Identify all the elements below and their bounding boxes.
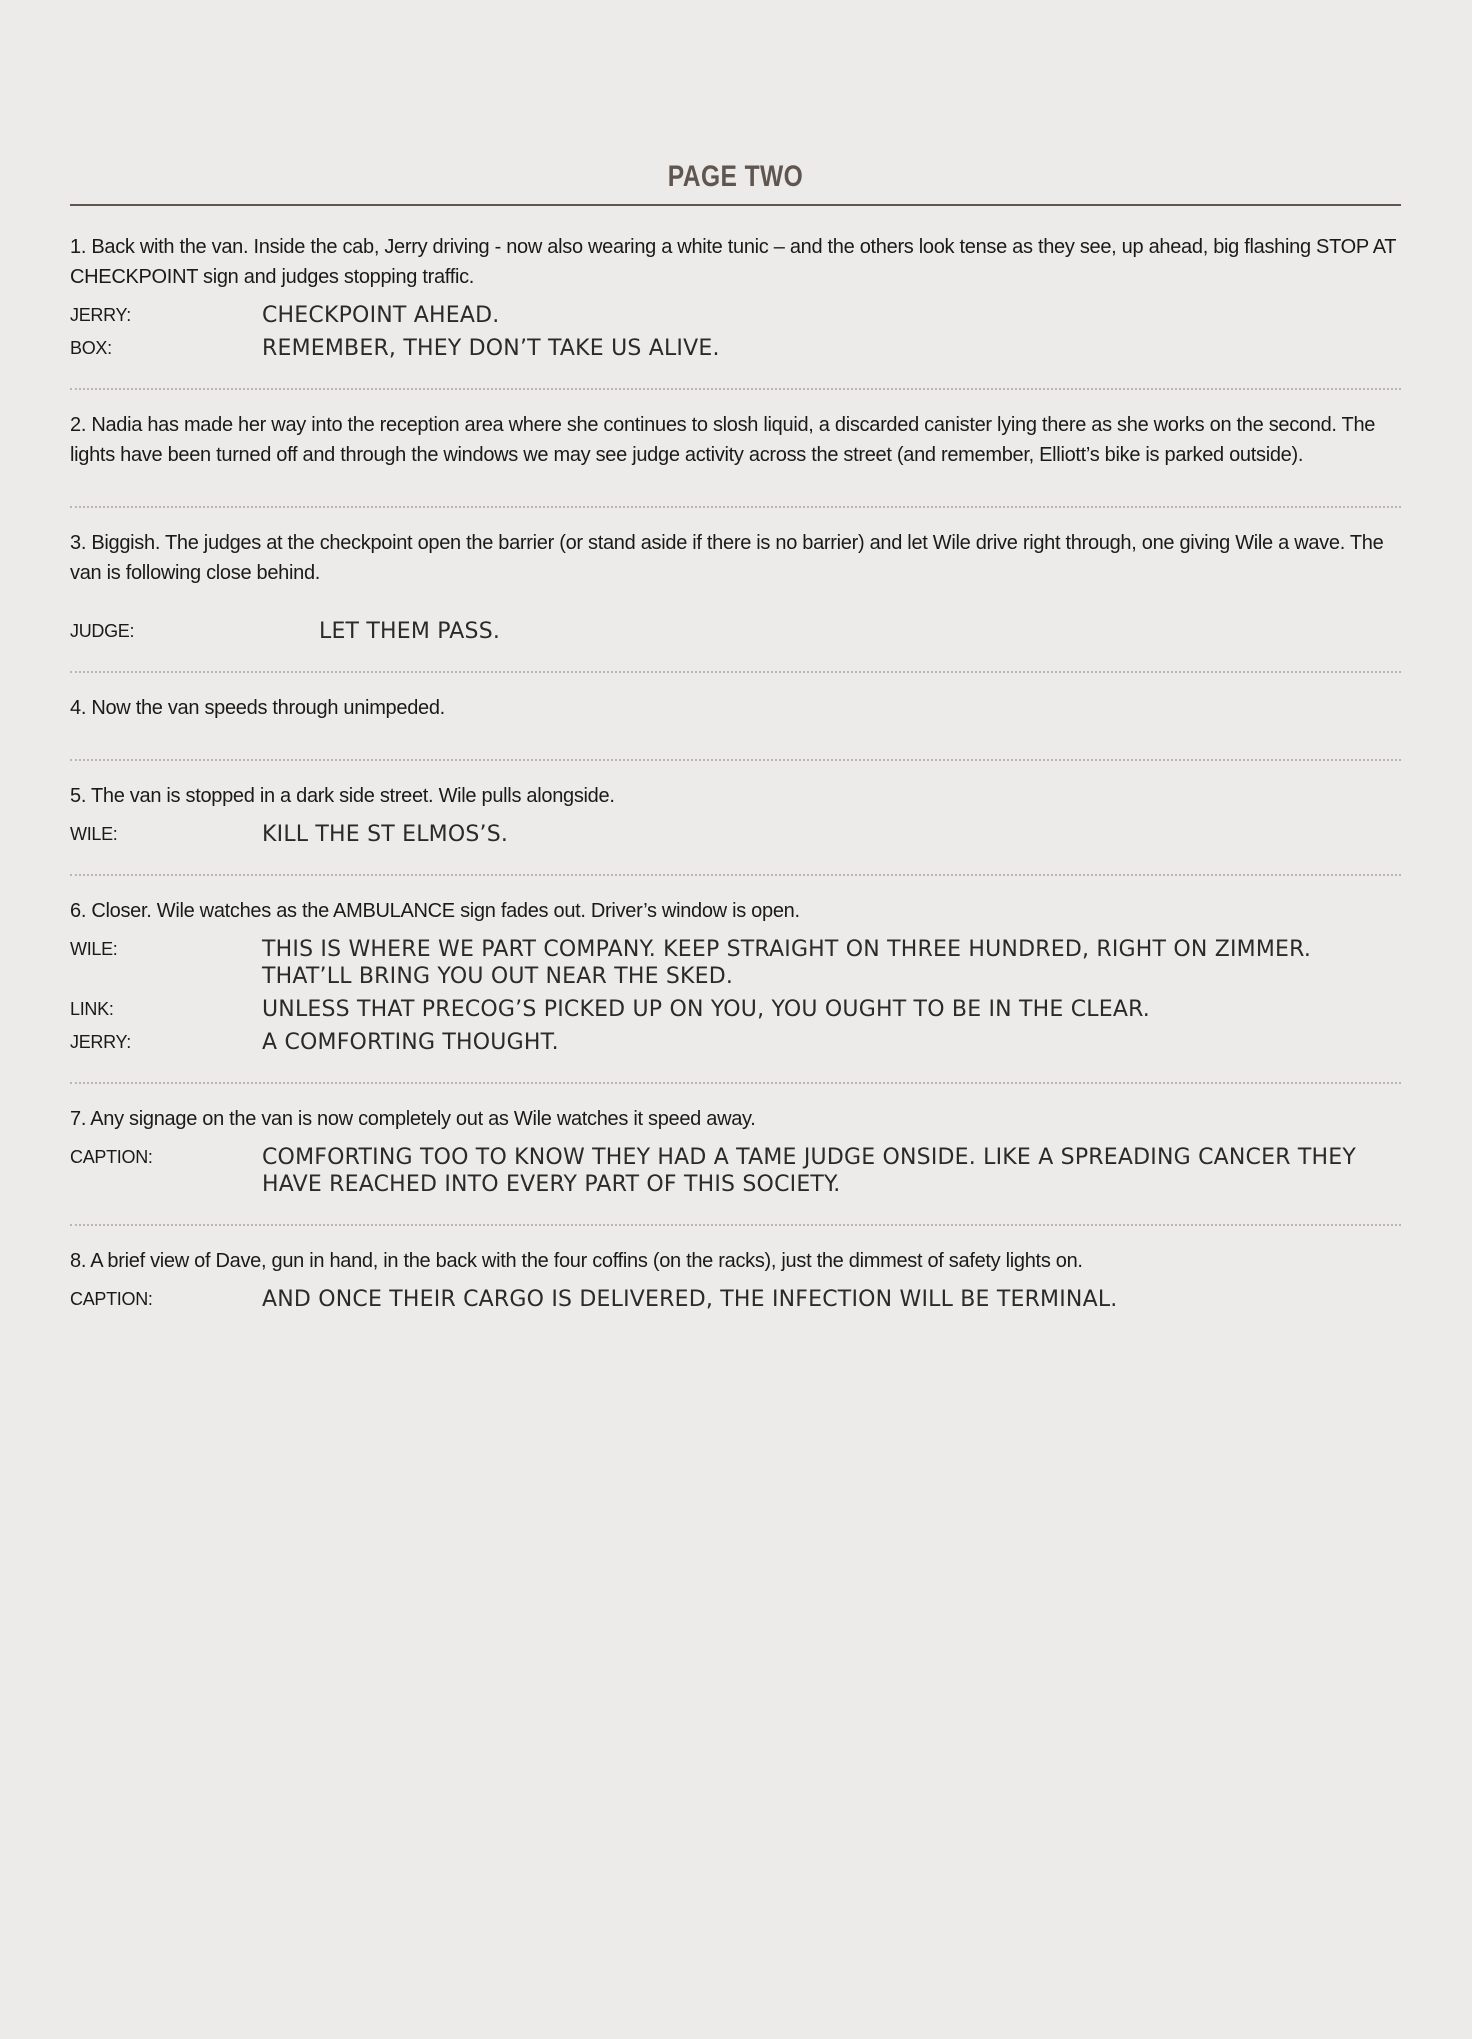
- panel-7: [70, 1082, 1401, 1224]
- dialogue-text: AND ONCE THEIR CARGO IS DELIVERED, THE INFECTION WILL BE TERMINAL.: [262, 1287, 1118, 1312]
- dialogue-line: [70, 821, 1401, 848]
- dialogue-line: [70, 936, 1401, 990]
- dialogue-line: [70, 996, 1401, 1023]
- panel-description: 1. Back with the van. Inside the cab, Jerry driving - now also wearing a white tunic – and the others look tense as they see, up ahead, big flashing STOP AT CHECKPOINT sign and judges stopping traffic.: [70, 236, 1396, 288]
- dialogue-line: [70, 1144, 1401, 1198]
- panel-description: 4. Now the van speeds through unimpeded.: [70, 697, 445, 719]
- panel-2: [70, 388, 1401, 506]
- speaker-label: CAPTION:: [70, 1289, 153, 1309]
- panel-description: 7. Any signage on the van is now completely out as Wile watches it speed away.: [70, 1108, 756, 1130]
- speaker-label: BOX:: [70, 338, 112, 358]
- dialogue-text: CHECKPOINT AHEAD.: [262, 303, 500, 328]
- speaker-label: JUDGE:: [70, 621, 135, 641]
- dialogue-text: UNLESS THAT PRECOG’S PICKED UP ON YOU, YOU OUGHT TO BE IN THE CLEAR.: [262, 997, 1150, 1022]
- speaker-label: WILE:: [70, 939, 118, 959]
- dialogue-line: [70, 302, 1401, 329]
- panel-1: [70, 232, 1401, 388]
- panel-description: 2. Nadia has made her way into the reception area where she continues to slosh liquid, a discarded canister lying there as she works on the second. The lights have been turned off and through the windows we may see judge activity across the street (and remember, Elliott’s bike is parked outside).: [70, 414, 1376, 466]
- page-title: PAGE TWO: [667, 160, 804, 193]
- speaker-label: JERRY:: [70, 305, 131, 325]
- panel-4: [70, 671, 1401, 759]
- dialogue-line: [70, 335, 1401, 362]
- dialogue-line: [70, 1029, 1401, 1056]
- panel-description: 3. Biggish. The judges at the checkpoint open the barrier (or stand aside if there is no barrier) and let Wile drive right through, one giving Wile a wave. The van is following close behind.: [70, 532, 1384, 584]
- panel-5: [70, 759, 1401, 874]
- spacer: [70, 598, 1401, 612]
- panel-description: 5. The van is stopped in a dark side street. Wile pulls alongside.: [70, 785, 615, 807]
- dialogue-text: KILL THE ST ELMOS’S.: [262, 822, 509, 847]
- dialogue-text: THIS IS WHERE WE PART COMPANY. KEEP STRAIGHT ON THREE HUNDRED, RIGHT ON ZIMMER. THAT’LL BRING YOU OUT NEAR THE SKED.: [262, 937, 1312, 989]
- panel-list: [70, 232, 1401, 1339]
- dialogue-line: [70, 1286, 1401, 1313]
- speaker-label: WILE:: [70, 824, 118, 844]
- panel-8: [70, 1224, 1401, 1339]
- panel-3: [70, 506, 1401, 671]
- panel-description: 8. A brief view of Dave, gun in hand, in the back with the four coffins (on the racks), just the dimmest of safety lights on.: [70, 1250, 1083, 1272]
- dialogue-text: COMFORTING TOO TO KNOW THEY HAD A TAME JUDGE ONSIDE. LIKE A SPREADING CANCER THEY HAVE REACHED INTO EVERY PART OF THIS SOCIETY.: [262, 1145, 1356, 1197]
- dialogue-line: [70, 618, 1401, 645]
- speaker-label: CAPTION:: [70, 1147, 153, 1167]
- speaker-label: LINK:: [70, 999, 114, 1019]
- title-divider: [70, 204, 1401, 206]
- dialogue-text: REMEMBER, THEY DON’T TAKE US ALIVE.: [262, 336, 720, 361]
- dialogue-text: LET THEM PASS.: [319, 619, 501, 644]
- dialogue-text: A COMFORTING THOUGHT.: [262, 1030, 559, 1055]
- panel-description: 6. Closer. Wile watches as the AMBULANCE sign fades out. Driver’s window is open.: [70, 900, 800, 922]
- panel-6: [70, 874, 1401, 1082]
- speaker-label: JERRY:: [70, 1032, 131, 1052]
